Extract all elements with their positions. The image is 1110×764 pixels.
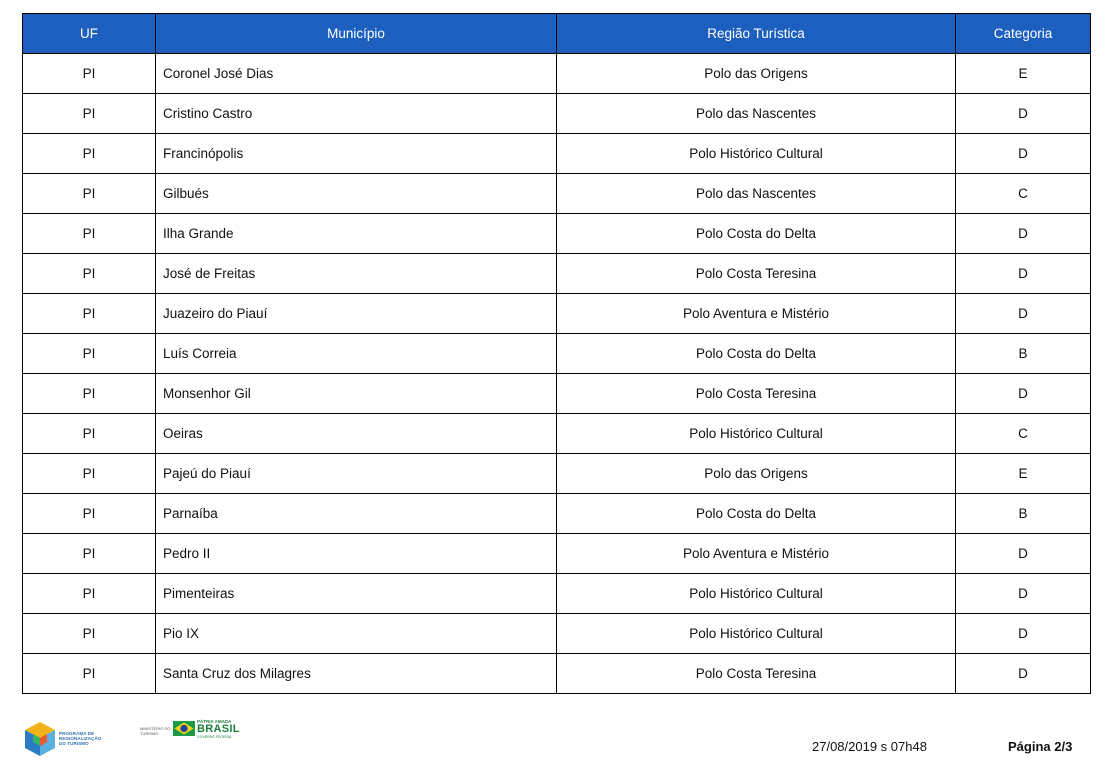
cell-categoria: B [956,494,1091,534]
cell-regiao-turistica: Polo Costa do Delta [557,334,956,374]
cell-categoria: C [956,174,1091,214]
cell-uf: PI [23,494,156,534]
cell-regiao-turistica: Polo Histórico Cultural [557,614,956,654]
programa-regionalizacao-text [59,731,101,746]
table-row [23,174,1091,214]
prt-line-1: PROGRAMA DE [59,731,95,736]
table-row [23,614,1091,654]
municipios-table [22,13,1091,694]
table-row [23,334,1091,374]
cell-regiao-turistica: Polo das Nascentes [557,94,956,134]
prt-line-3: DO TURISMO [59,741,89,746]
cell-municipio: Cristino Castro [156,94,557,134]
cell-uf: PI [23,294,156,334]
generation-timestamp: 27/08/2019 s 07h48 [812,739,927,754]
cell-categoria: D [956,614,1091,654]
prt-line-2: REGIONALIZAÇÃO [59,736,102,741]
cell-regiao-turistica: Polo Histórico Cultural [557,134,956,174]
cell-municipio: Oeiras [156,414,557,454]
table-row [23,94,1091,134]
table-row [23,214,1091,254]
table-body [23,54,1091,694]
cell-categoria: D [956,214,1091,254]
table-row [23,254,1091,294]
cell-regiao-turistica: Polo das Nascentes [557,174,956,214]
cell-regiao-turistica: Polo Costa Teresina [557,374,956,414]
cell-uf: PI [23,254,156,294]
table-row [23,534,1091,574]
table-row [23,54,1091,94]
cell-regiao-turistica: Polo das Origens [557,54,956,94]
cell-regiao-turistica: Polo Costa Teresina [557,654,956,694]
cell-categoria: B [956,334,1091,374]
table-row [23,654,1091,694]
cell-regiao-turistica: Polo Costa Teresina [557,254,956,294]
cell-categoria: C [956,414,1091,454]
ministerio-turismo-text [140,727,170,736]
cell-municipio: Pio IX [156,614,557,654]
cell-categoria: D [956,94,1091,134]
cell-municipio: José de Freitas [156,254,557,294]
cell-uf: PI [23,214,156,254]
cell-uf: PI [23,374,156,414]
governo-federal-logo [140,718,240,742]
table-row [23,134,1091,174]
cell-categoria: D [956,294,1091,334]
cell-municipio: Francinópolis [156,134,557,174]
cell-uf: PI [23,334,156,374]
cell-regiao-turistica: Polo Aventura e Mistério [557,294,956,334]
cell-regiao-turistica: Polo Costa do Delta [557,214,956,254]
cell-municipio: Monsenhor Gil [156,374,557,414]
patria-amada-text: PÁTRIA AMADA [197,719,232,724]
cell-uf: PI [23,534,156,574]
governo-federal-text: GOVERNO FEDERAL [197,735,233,739]
cell-municipio: Coronel José Dias [156,54,557,94]
cell-categoria: D [956,374,1091,414]
ministry-line-2: TURISMO [140,730,159,736]
table-row [23,294,1091,334]
cell-municipio: Juazeiro do Piauí [156,294,557,334]
cell-regiao-turistica: Polo Aventura e Mistério [557,534,956,574]
cell-categoria: D [956,654,1091,694]
cell-categoria: D [956,134,1091,174]
cell-uf: PI [23,414,156,454]
cell-uf: PI [23,574,156,614]
cell-uf: PI [23,454,156,494]
cell-municipio: Pajeú do Piauí [156,454,557,494]
cell-municipio: Parnaíba [156,494,557,534]
cell-uf: PI [23,54,156,94]
cell-municipio: Ilha Grande [156,214,557,254]
table-header-row [23,14,1091,54]
cell-categoria: D [956,534,1091,574]
page-footer [0,712,1110,764]
header-regiao-turistica: Região Turística [557,14,956,54]
cell-regiao-turistica: Polo Histórico Cultural [557,574,956,614]
cell-uf: PI [23,614,156,654]
cell-categoria: E [956,54,1091,94]
table-row [23,454,1091,494]
header-municipio: Município [156,14,557,54]
header-categoria: Categoria [956,14,1091,54]
brasil-text: BRASIL [197,723,240,735]
ministry-line-1: MINISTÉRIO DO [140,726,171,731]
table-row [23,374,1091,414]
cell-regiao-turistica: Polo Histórico Cultural [557,414,956,454]
cell-uf: PI [23,134,156,174]
header-uf: UF [23,14,156,54]
programa-regionalizacao-logo [23,720,143,760]
table-row [23,574,1091,614]
table-row [23,414,1091,454]
cell-uf: PI [23,654,156,694]
cell-regiao-turistica: Polo Costa do Delta [557,494,956,534]
page-number: Página 2/3 [1008,739,1073,754]
cell-uf: PI [23,174,156,214]
table-row [23,494,1091,534]
programa-regionalizacao-cube-logo-icon [23,720,57,758]
brazil-flag-icon [173,721,195,736]
cell-municipio: Pimenteiras [156,574,557,614]
cell-municipio: Gilbués [156,174,557,214]
cell-municipio: Santa Cruz dos Milagres [156,654,557,694]
cell-municipio: Pedro II [156,534,557,574]
cell-municipio: Luís Correia [156,334,557,374]
cell-categoria: D [956,574,1091,614]
cell-categoria: D [956,254,1091,294]
cell-uf: PI [23,94,156,134]
cell-categoria: E [956,454,1091,494]
cell-regiao-turistica: Polo das Origens [557,454,956,494]
